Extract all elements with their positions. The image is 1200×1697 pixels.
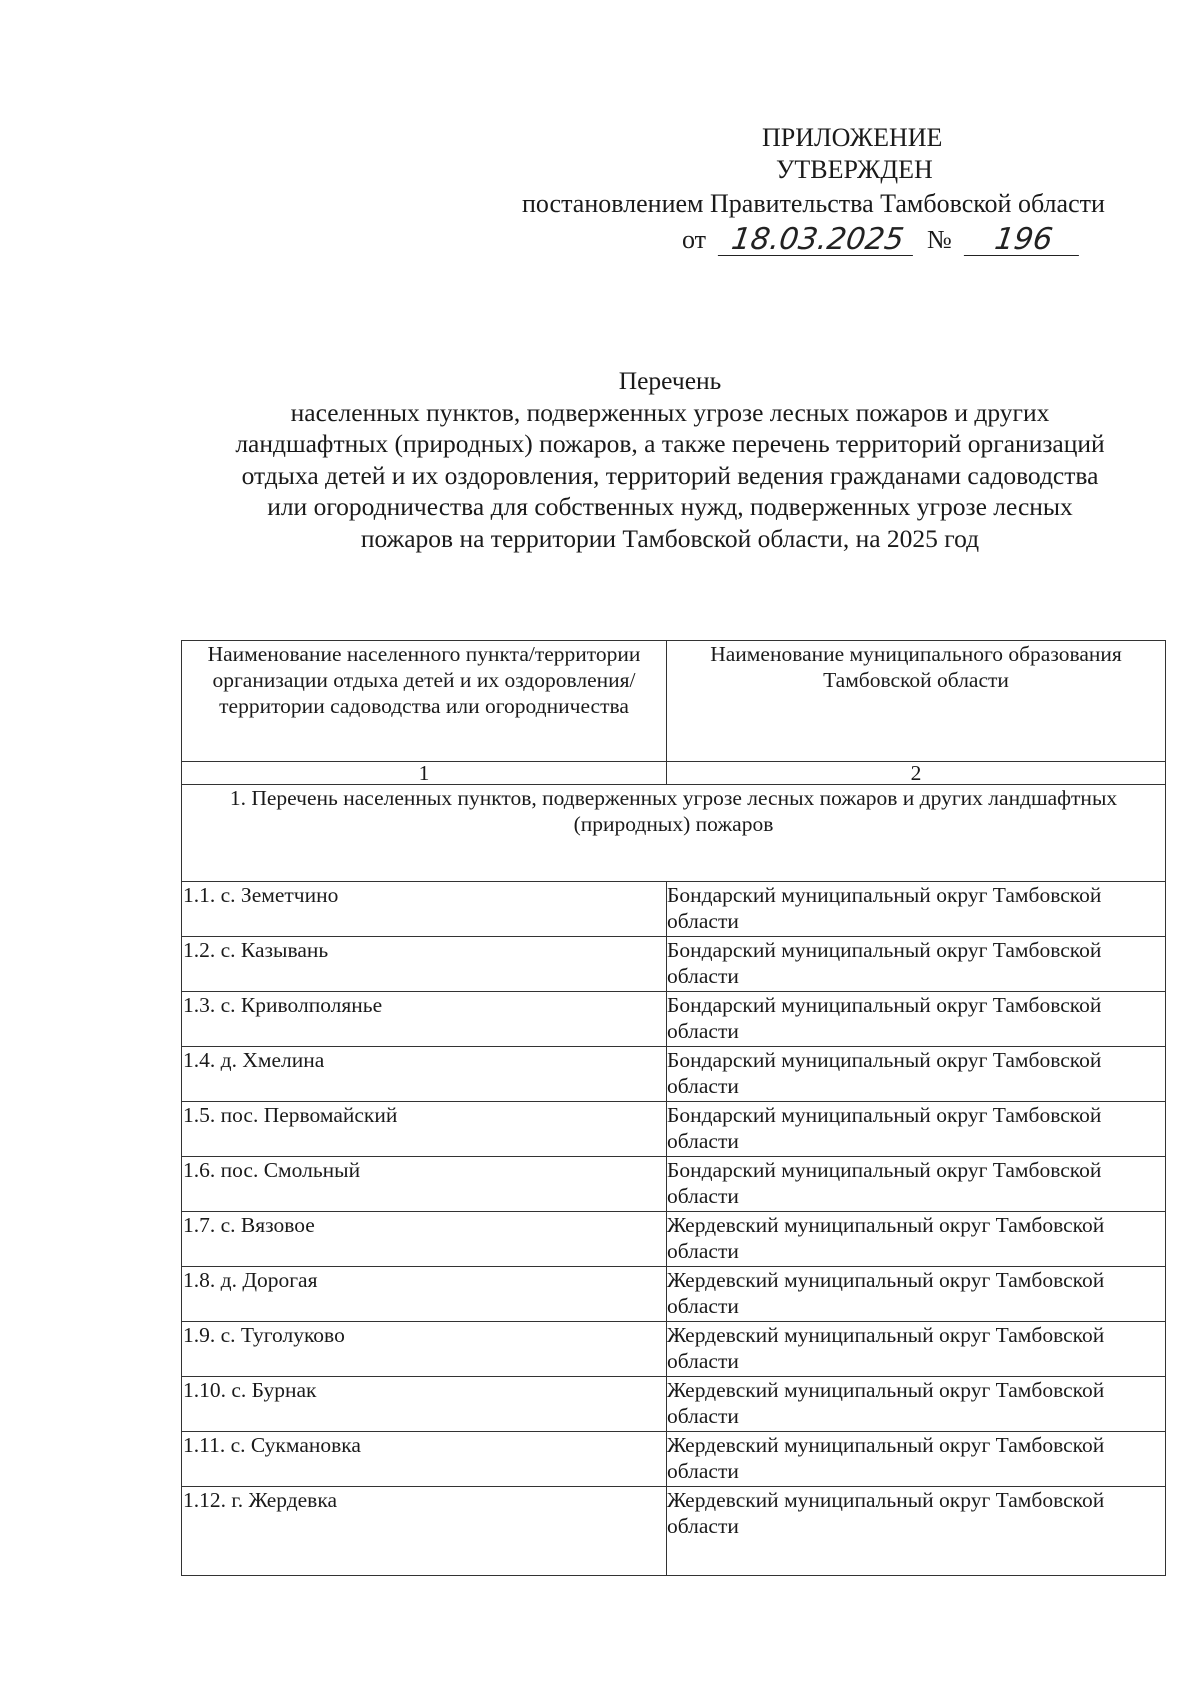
- settlement-name: 1.4. д. Хмелина: [182, 1047, 667, 1102]
- settlement-name: 1.3. с. Криволполянье: [182, 992, 667, 1047]
- settlement-name: 1.11. с. Сукмановка: [182, 1432, 667, 1487]
- approved-by: постановлением Правительства Тамбовской области: [522, 189, 1105, 218]
- municipality-name: Бондарский муниципальный округ Тамбовской области: [667, 937, 1166, 992]
- municipality-name: Бондарский муниципальный округ Тамбовской области: [667, 992, 1166, 1047]
- approved-label: УТВЕРЖДЕН: [776, 155, 933, 184]
- title-line: населенных пунктов, подверженных угрозе лесных пожаров и других: [290, 397, 1050, 427]
- appendix-label: ПРИЛОЖЕНИЕ: [762, 123, 943, 152]
- column-number: 2: [667, 762, 1166, 785]
- municipality-name: Жердевский муниципальный округ Тамбовской области: [667, 1322, 1166, 1377]
- column-number-row: [182, 762, 1166, 785]
- title-line: ландшафтных (природных) пожаров, а также перечень территорий организаций: [235, 429, 1105, 458]
- table-row: [182, 1377, 1166, 1432]
- table-row: [182, 1432, 1166, 1487]
- municipality-name: Жердевский муниципальный округ Тамбовской области: [667, 1432, 1166, 1487]
- municipality-name: Бондарский муниципальный округ Тамбовской области: [667, 882, 1166, 937]
- table-row: [182, 992, 1166, 1047]
- title-line: или огородничества для собственных нужд, подверженных угрозе лесных: [267, 492, 1073, 521]
- column-header-municipality: Наименование муниципального образования Тамбовской области: [667, 641, 1166, 762]
- municipality-name: Жердевский муниципальный округ Тамбовской области: [667, 1212, 1166, 1267]
- title-line: пожаров на территории Тамбовской области, на 2025 год: [360, 523, 980, 553]
- handwritten-date: 18.03.2025: [718, 225, 917, 256]
- table-row: [182, 1487, 1166, 1576]
- settlements-table: [181, 640, 1166, 1576]
- column-header-settlement: Наименование населенного пункта/территории организации отдыха детей и их оздоровления/территории садоводства или огородничества: [182, 641, 667, 762]
- municipality-name: Жердевский муниципальный округ Тамбовской области: [667, 1377, 1166, 1432]
- municipality-name: Бондарский муниципальный округ Тамбовской области: [667, 1047, 1166, 1102]
- section-heading-row: [182, 785, 1166, 882]
- section-title: 1. Перечень населенных пунктов, подверженных угрозе лесных пожаров и других ландшафтных (природных) пожаров: [182, 785, 1166, 882]
- municipality-name: Жердевский муниципальный округ Тамбовской области: [667, 1267, 1166, 1322]
- date-prefix: от: [682, 225, 707, 254]
- municipality-name: Бондарский муниципальный округ Тамбовской области: [667, 1102, 1166, 1157]
- document-title: [150, 365, 1190, 554]
- approval-date-number: [682, 224, 1081, 256]
- settlement-name: 1.9. с. Туголуково: [182, 1322, 667, 1377]
- table-row: [182, 1047, 1166, 1102]
- handwritten-number: 196: [964, 225, 1083, 256]
- table-row: [182, 1157, 1166, 1212]
- settlement-name: 1.8. д. Дорогая: [182, 1267, 667, 1322]
- table-row: [182, 882, 1166, 937]
- settlement-name: 1.12. г. Жердевка: [182, 1487, 667, 1576]
- table-row: [182, 937, 1166, 992]
- municipality-name: Жердевский муниципальный округ Тамбовской области: [667, 1487, 1166, 1576]
- column-number: 1: [182, 762, 667, 785]
- settlement-name: 1.10. с. Бурнак: [182, 1377, 667, 1432]
- table-row: [182, 1322, 1166, 1377]
- municipality-name: Бондарский муниципальный округ Тамбовской области: [667, 1157, 1166, 1212]
- settlement-name: 1.7. с. Вязовое: [182, 1212, 667, 1267]
- table-header-row: [182, 641, 1166, 762]
- number-prefix: №: [927, 225, 952, 254]
- table-row: [182, 1267, 1166, 1322]
- title-line: отдыха детей и их оздоровления, территорий ведения гражданами садоводства: [241, 460, 1099, 490]
- settlement-name: 1.6. пос. Смольный: [182, 1157, 667, 1212]
- settlement-name: 1.2. с. Казывань: [182, 937, 667, 992]
- table-row: [182, 1212, 1166, 1267]
- settlement-name: 1.1. с. Земетчино: [182, 882, 667, 937]
- title-heading: Перечень: [618, 366, 722, 395]
- settlement-name: 1.5. пос. Первомайский: [182, 1102, 667, 1157]
- table-row: [182, 1102, 1166, 1157]
